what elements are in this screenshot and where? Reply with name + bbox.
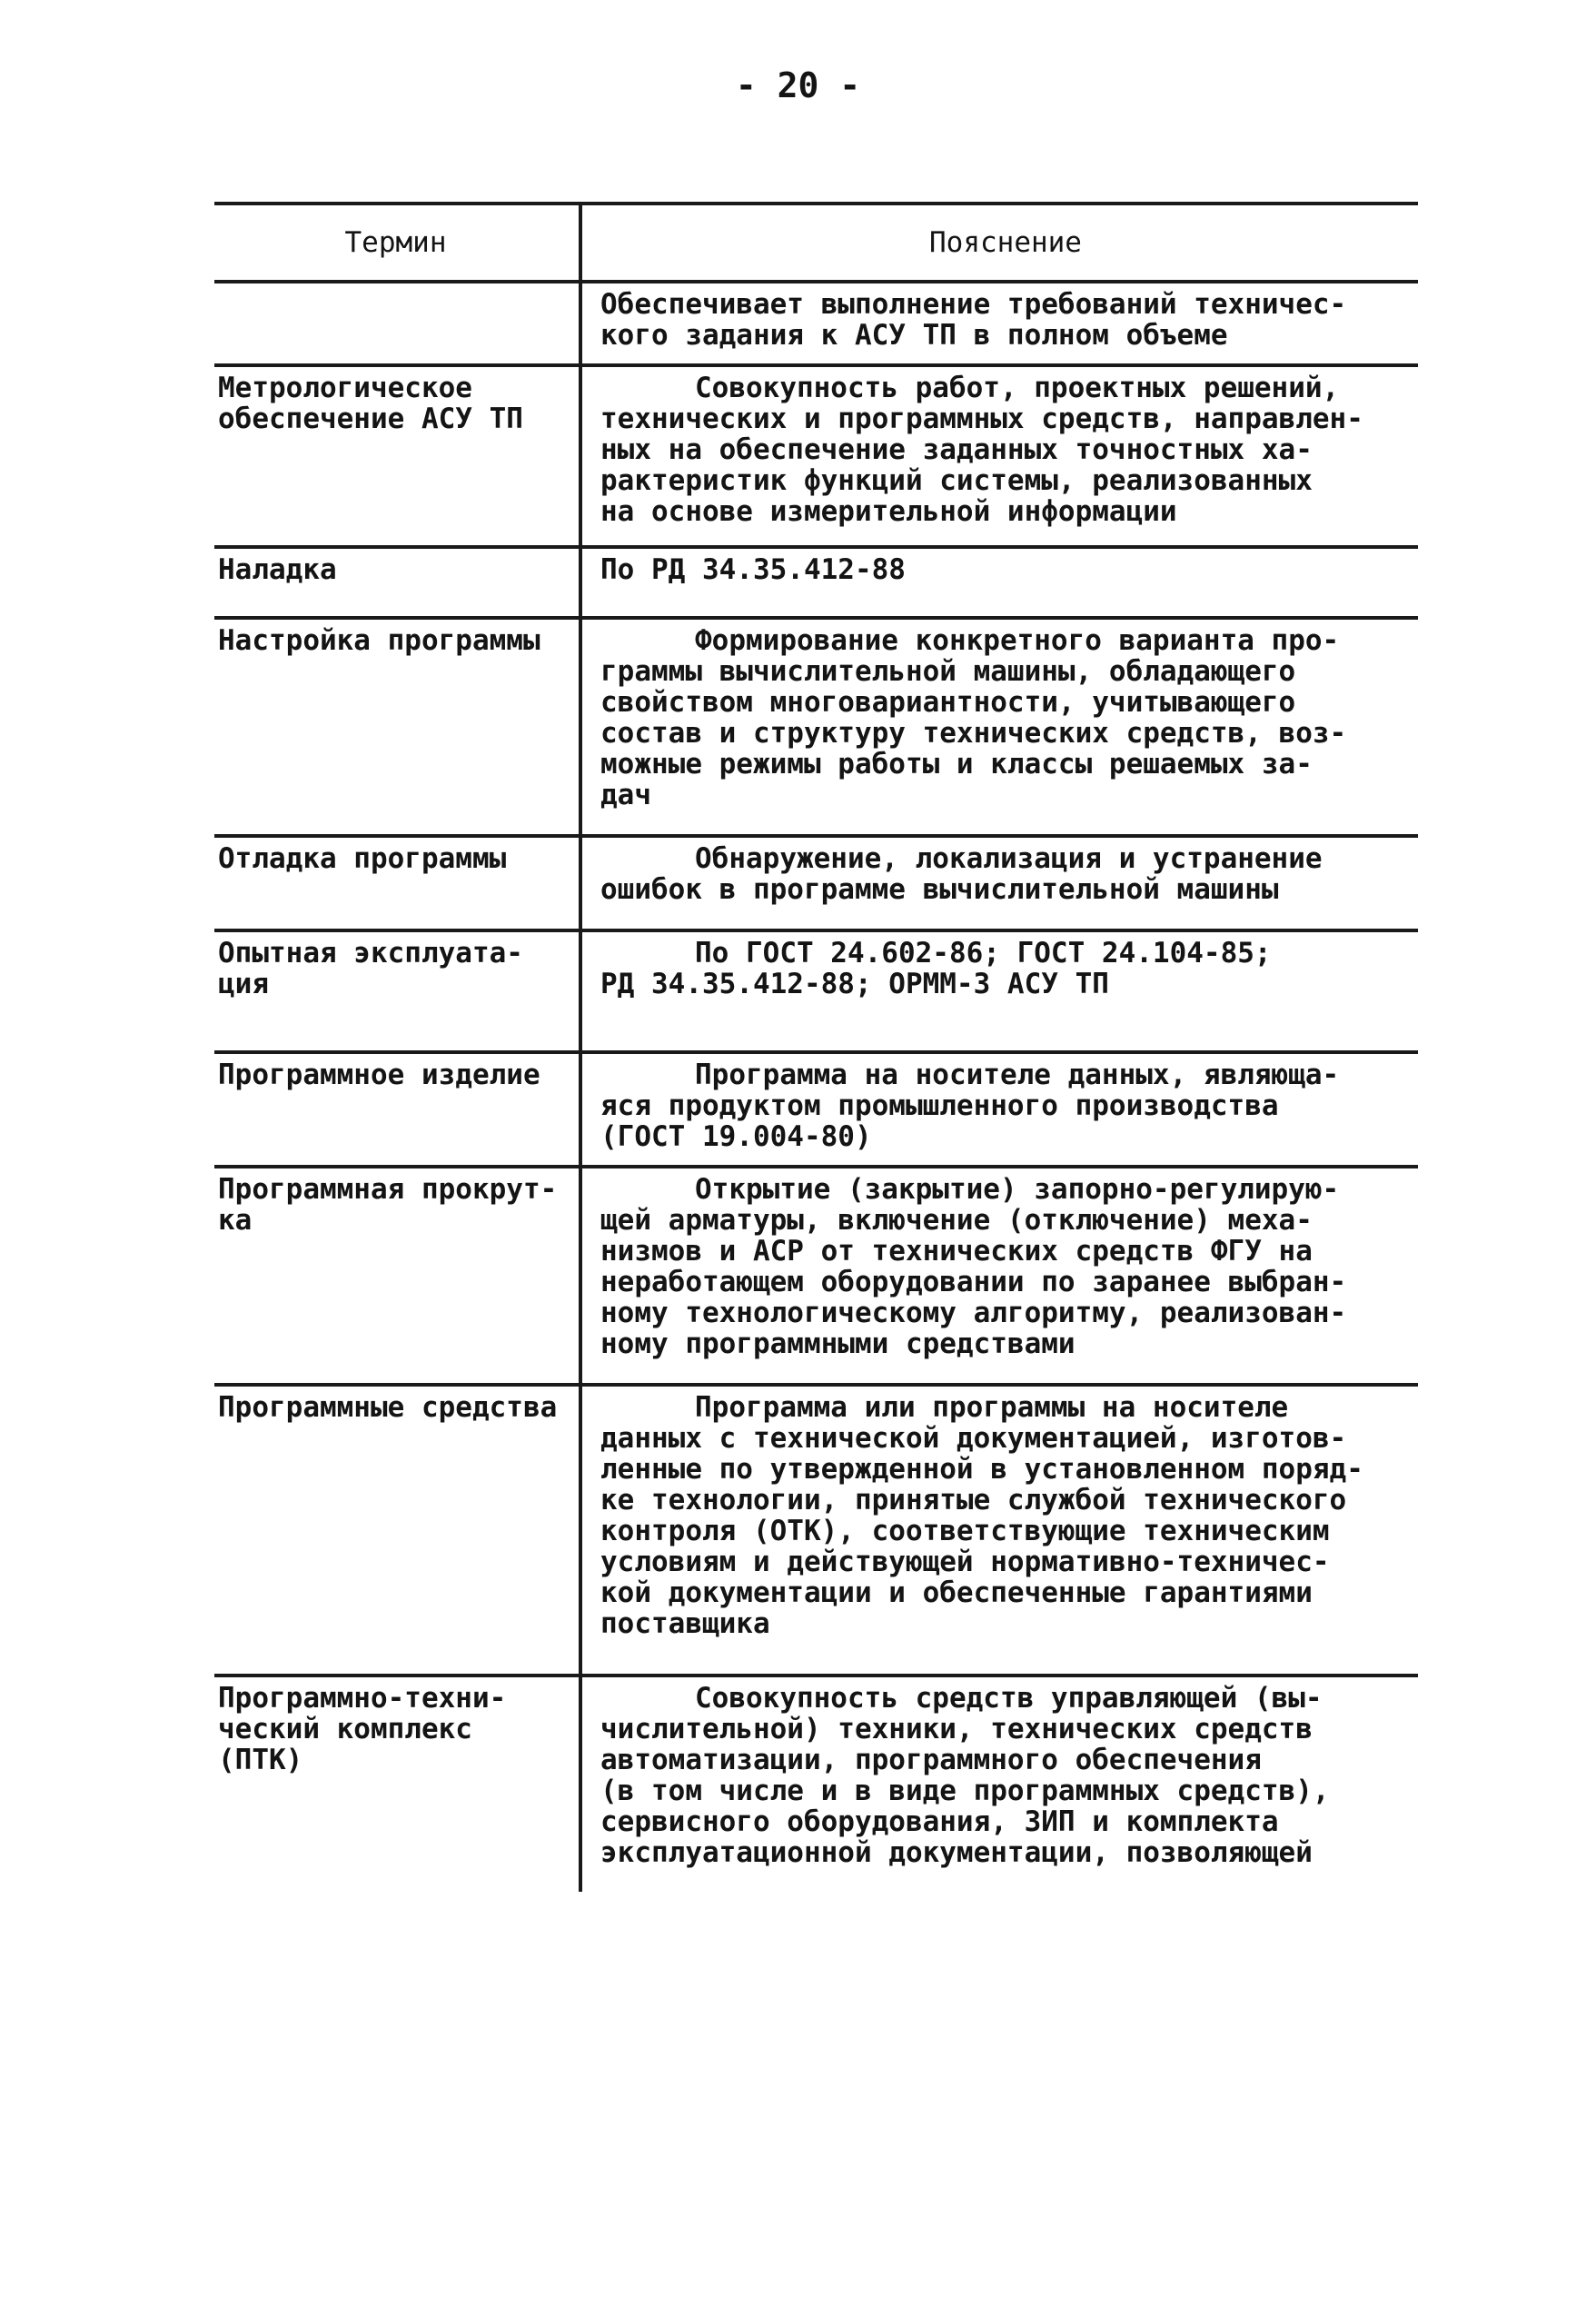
explanation-line: неработающем оборудовании по заранее выбран- [600,1266,1347,1298]
explanation-cell [582,620,1418,834]
term-cell: Программные средства [214,1387,582,1674]
explanation-cell [582,838,1418,929]
explanation-line: сервисного оборудования, ЗИП и комплекта [600,1805,1279,1838]
explanation-line: По ГОСТ 24.602-86; ГОСТ 24.104-85; [695,937,1272,970]
term-cell: Наладка [214,549,582,616]
explanation-line: низмов и АСР от технических средств ФГУ на [600,1235,1313,1268]
explanation-line: эксплуатационной документации, позволяющей [600,1836,1313,1869]
explanation-line: на основе измерительной информации [600,495,1177,528]
table-row [214,620,1418,838]
terms-table [214,202,1418,1892]
table-body [214,283,1418,1892]
term-cell [214,283,582,363]
explanation-line: кой документации и обеспеченные гарантиями [600,1576,1313,1609]
table-row [214,283,1418,367]
explanation-line: (в том числе и в виде программных средств), [600,1775,1330,1807]
explanation-cell [582,1677,1418,1892]
explanation-line: ных на обеспечение заданных точностных ха- [600,433,1313,466]
term-cell: Программная прокрут- ка [214,1168,582,1383]
explanation-line: кого задания к АСУ ТП в полном объеме [600,319,1228,352]
table-row [214,1677,1418,1892]
explanation-line: поставщика [600,1607,770,1640]
term-cell: Программное изделие [214,1054,582,1165]
explanation-line: ному программными средствами [600,1327,1076,1360]
explanation-line: щей арматуры, включение (отключение) меха- [600,1204,1313,1237]
explanation-cell [582,1168,1418,1383]
explanation-cell [582,932,1418,1050]
explanation-line: ошибок в программе вычислительной машины [600,873,1279,906]
explanation-cell [582,367,1418,545]
explanation-line: Программа или программы на носителе [695,1391,1289,1424]
explanation-line: (ГОСТ 19.004-80) [600,1120,872,1153]
explanation-line: Обнаружение, локализация и устранение [695,842,1323,875]
explanation-line: рактеристик функций системы, реализованных [600,464,1313,497]
column-header-term: Термин [214,205,582,280]
explanation-line: Открытие (закрытие) запорно-регулирую- [695,1173,1340,1206]
term-cell: Настройка программы [214,620,582,834]
explanation-line: свойством многовариантности, учитывающего [600,686,1296,719]
explanation-line: Программа на носителе данных, являюща- [695,1059,1340,1091]
explanation-line: По РД 34.35.412-88 [600,553,906,586]
explanation-line: условиям и действующей нормативно-техничес- [600,1546,1330,1578]
explanation-cell [582,1054,1418,1165]
explanation-line: граммы вычислительной машины, обладающего [600,655,1296,688]
table-row [214,549,1418,620]
explanation-line: технических и программных средств, направлен- [600,403,1363,435]
term-cell: Отладка программы [214,838,582,929]
explanation-line: можные режимы работы и классы решаемых за- [600,748,1313,781]
explanation-line: автоматизации, программного обеспечения [600,1744,1262,1776]
term-cell: Программно-техни- ческий комплекс (ПТК) [214,1677,582,1892]
table-row [214,838,1418,932]
table-row [214,367,1418,549]
explanation-cell [582,1387,1418,1674]
explanation-line: Совокупность работ, проектных решений, [695,372,1340,404]
table-row [214,1387,1418,1677]
explanation-line: дач [600,779,651,811]
explanation-line: ному технологическому алгоритму, реализован- [600,1297,1347,1329]
explanation-cell [582,283,1418,363]
explanation-line: яся продуктом промышленного производства [600,1089,1279,1122]
page-number: - 20 - [735,65,861,105]
explanation-line: Совокупность средств управляющей (вы- [695,1682,1323,1715]
table-row [214,1054,1418,1168]
explanation-line: состав и структуру технических средств, воз- [600,717,1347,750]
explanation-line: Формирование конкретного варианта про- [695,624,1340,657]
explanation-cell [582,549,1418,616]
explanation-line: числительной) техники, технических средств [600,1713,1313,1745]
term-cell: Опытная эксплуата- ция [214,932,582,1050]
explanation-line: данных с технической документацией, изготов- [600,1422,1347,1455]
explanation-line: ке технологии, принятые службой технического [600,1484,1347,1516]
column-header-explanation: Пояснение [929,226,1082,259]
term-cell: Метрологическое обеспечение АСУ ТП [214,367,582,545]
explanation-line: контроля (ОТК), соответствующие техническим [600,1515,1330,1547]
explanation-line: РД 34.35.412-88; ОРММ-3 АСУ ТП [600,968,1109,1000]
table-row [214,1168,1418,1387]
table-row [214,932,1418,1054]
explanation-line: ленные по утвержденной в установленном поряд- [600,1453,1363,1486]
table-header-row [214,205,1418,283]
explanation-line: Обеспечивает выполнение требований техничес- [600,288,1347,321]
